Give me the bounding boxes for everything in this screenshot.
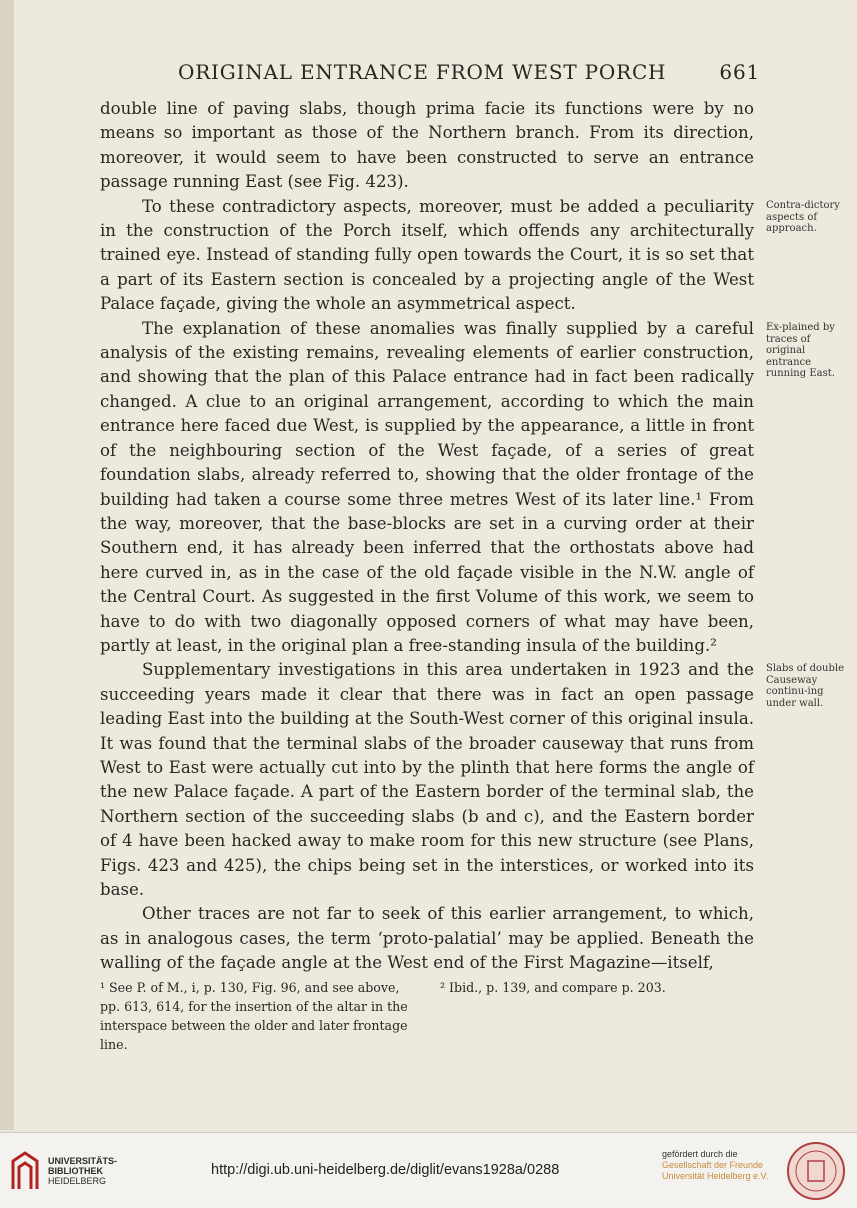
paragraph: Supplementary investigations in this area undertaken in 1923 and the succeeding years made it clear that there was in fact an open passage leading East into the building at the South-West corner of this original insula. It was found that the terminal slabs of the broader causeway that runs from West to East were actually cut into by the plinth that here forms the angle of the new Palace façade. A part of the Eastern border of the terminal slab, the Northern section of the succeeding slabs (b and c), and the Eastern border of 4 have been hacked away to make room for this new structure (see Plans, Figs. 423 and 425), the chips being set in the interstices, or worked into its base. — [100, 660, 754, 899]
library-name-line: UNIVERSITÄTS- — [48, 1156, 118, 1166]
page-binding-edge — [0, 0, 14, 1130]
footnote: ¹ See P. of M., i, p. 130, Fig. 96, and see above, pp. 613, 614, for the insertion of the altar in the interspace between the older and later frontage line. — [100, 980, 408, 1052]
footnotes — [100, 978, 754, 1054]
page-number: 661 — [719, 60, 760, 84]
footnote: ² Ibid., p. 139, and compare p. 203. — [440, 980, 666, 995]
paragraph: To these contradictory aspects, moreover, must be added a peculiarity in the construction of the Porch itself, which offends any architecturally trained eye. Instead of standing fully open towards the Court, it is so set that a part of its Eastern section is concealed by a projecting angle of the West Palace façade, giving the whole an asymmetrical aspect. — [100, 196, 754, 314]
sponsor-org: Gesellschaft der Freunde — [662, 1160, 764, 1170]
body-text — [100, 97, 754, 976]
sponsor-credit — [662, 1149, 768, 1182]
margin-note: Ex-plained by traces of original entrance running East. — [766, 322, 835, 380]
running-header — [100, 60, 760, 84]
sponsor-org: Universität Heidelberg e.V. — [662, 1171, 769, 1181]
paragraph: double line of paving slabs, though prima facie its functions were by no means so important as those of the Northern branch. From its direction, moreover, it would seem to have been constructed to serve an entrance passage running East (see Fig. 423). — [100, 99, 754, 192]
library-branding — [10, 1151, 117, 1191]
digitization-footer — [0, 1132, 857, 1208]
library-name-line: BIBLIOTHEK — [48, 1166, 103, 1176]
margin-note: Contra-dictory aspects of approach. — [766, 200, 840, 235]
paragraph: The explanation of these anomalies was finally supplied by a careful analysis of the existing remains, revealing elements of earlier construction, and showing that the plan of this Palace entrance had in fact been radically changed. A clue to an original arrangement, according to which the main entrance here faced due West, is supplied by the appearance, a little in front of the neighbouring section of the West façade, of a series of great foundation slabs, already referred to, showing that the older frontage of the building had taken a course some three metres West of its later line.¹ From the way, moreover, that the base-blocks are set in a curving order at their Southern end, it has already been inferred that the orthostats above had here curved in, as in the case of the old façade visible in the N.W. angle of the Central Court. As suggested in the first Volume of this work, we seem to have to do with two diagonally opposed corners of what may have been, partly at least, in the original plan a free-standing insula of the building.² — [100, 318, 754, 655]
library-logo-icon — [10, 1151, 40, 1191]
running-title: ORIGINAL ENTRANCE FROM WEST PORCH — [178, 60, 667, 84]
margin-note: Slabs of double Causeway continu-ing under wall. — [766, 663, 845, 709]
university-seal-icon — [786, 1141, 846, 1201]
sponsor-line: gefördert durch die — [662, 1149, 738, 1159]
library-name-line: HEIDELBERG — [48, 1176, 107, 1186]
library-name — [48, 1156, 117, 1186]
permalink-url[interactable]: http://digi.ub.uni-heidelberg.de/diglit/evans1928a/0288 — [211, 1162, 560, 1178]
paragraph: Other traces are not far to seek of this earlier arrangement, to which, as in analogous cases, the term ‘proto-palatial’ may be applied. Beneath the walling of the façade angle at the West end of the First Magazine—itself, — [100, 904, 754, 973]
